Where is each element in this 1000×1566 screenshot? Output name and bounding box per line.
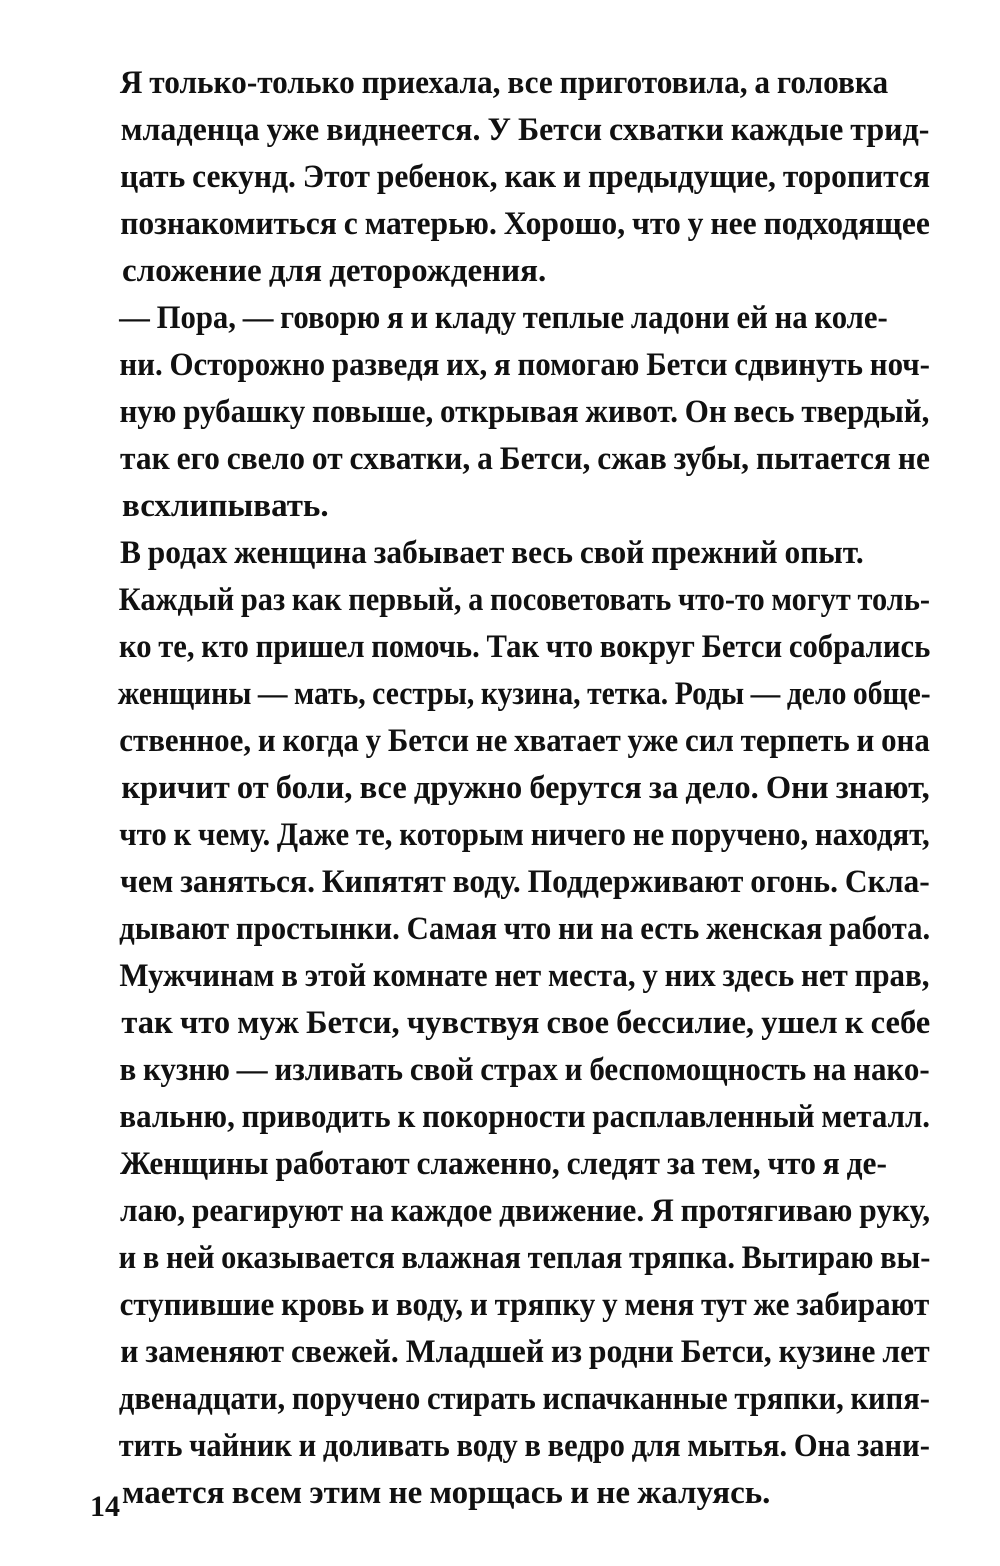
text-line: младенца уже виднеется. У Бетси схватки каждые трид- — [120, 112, 930, 148]
text-line: Я только-только приехала, все приготовила, а головка — [119, 65, 889, 101]
text-line: ственное, и когда у Бетси не хватает уже сил терпеть и она — [119, 723, 930, 759]
text-line: — Пора, — говорю я и кладу теплые ладони ей на коле- — [119, 300, 888, 336]
text-line: и в ней оказывается влажная теплая тряпка. Вытираю вы- — [118, 1240, 931, 1276]
text-line: мается всем этим не морщась и не жалуясь. — [122, 1475, 771, 1511]
text-line: тить чайник и доливать воду в ведро для мытья. Она зани- — [118, 1428, 930, 1464]
text-line: В родах женщина забывает весь свой прежний опыт. — [119, 535, 864, 571]
paragraph-2 — [80, 295, 930, 530]
text-line: ную рубашку повыше, открывая живот. Он весь твердый, — [119, 394, 930, 430]
text-line: лаю, реагируют на каждое движение. Я протягиваю руку, — [119, 1193, 931, 1229]
text-line: ни. Осторожно разведя их, я помогаю Бетси сдвинуть ноч- — [119, 347, 930, 383]
paragraph-1 — [80, 60, 930, 295]
text-line: кричит от боли, все дружно берутся за дело. Они знают, — [121, 770, 930, 806]
text-line: так что муж Бетси, чувствуя свое бессилие, ушел к себе — [121, 1005, 931, 1041]
text-line: так его свело от схватки, а Бетси, сжав зубы, пытается не — [120, 441, 930, 477]
text-line: цать секунд. Этот ребенок, как и предыдущие, торопится — [120, 159, 931, 195]
text-line: ко те, кто пришел помочь. Так что вокруг Бетси собрались — [118, 629, 931, 665]
text-line: в кузню — изливать свой страх и беспомощность на нако- — [119, 1052, 930, 1088]
text-line: что к чему. Даже те, которым ничего не поручено, находят, — [119, 817, 930, 853]
text-line: и заменяют свежей. Младшей из родни Бетси, кузине лет — [120, 1334, 930, 1370]
text-line: чем заняться. Кипятят воду. Поддерживают огонь. Скла- — [120, 864, 930, 900]
text-line: дывают простынки. Самая что ни на есть женская работа. — [119, 911, 931, 947]
text-line: женщины — мать, сестры, кузина, тетка. Роды — дело обще- — [117, 676, 931, 712]
text-line: двенадцати, поручено стирать испачканные тряпки, кипя- — [118, 1381, 930, 1417]
text-line: ступившие кровь и воду, и тряпку у меня тут же забирают — [119, 1287, 930, 1323]
text-line: Каждый раз как первый, а посоветовать что-то могут толь- — [118, 582, 931, 618]
text-line: вальню, приводить к покорности расплавленный металл. — [119, 1099, 931, 1135]
paragraph-4 — [80, 1141, 930, 1517]
text-line: сложение для деторождения. — [122, 253, 547, 289]
book-page — [80, 60, 930, 1540]
text-line: Мужчинам в этой комнате нет места, у них здесь нет прав, — [119, 958, 930, 994]
text-line: Женщины работают слаженно, следят за тем, что я де- — [119, 1146, 887, 1182]
text-line: познакомиться с матерью. Хорошо, что у нее подходящее — [120, 206, 930, 242]
page-number: 14 — [90, 1490, 120, 1523]
paragraph-3 — [80, 530, 930, 1141]
text-line: всхлипывать. — [122, 488, 329, 524]
